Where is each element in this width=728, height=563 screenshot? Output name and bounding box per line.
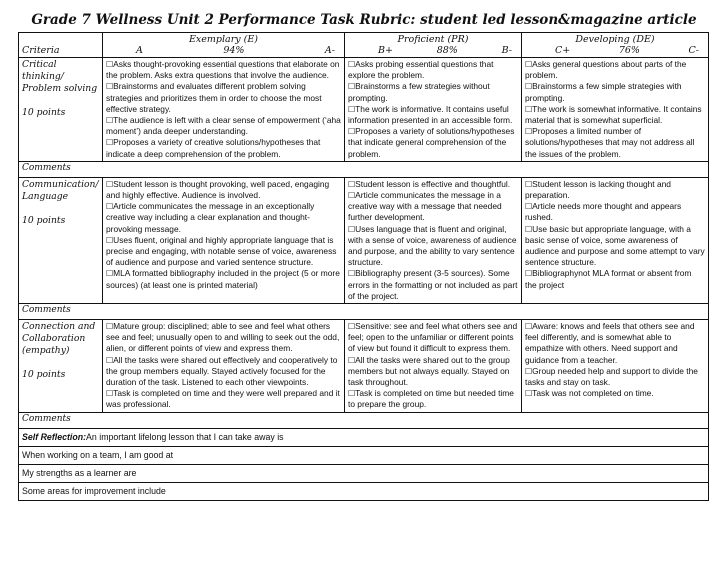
checkbox-icon: ☐ xyxy=(525,269,533,279)
comments-label: Comments xyxy=(19,412,709,428)
descriptor-text: Aware: knows and feels that others see and feel differently, and is somewhat able to empathize with others. Need support and guidance from a teacher. xyxy=(525,321,695,365)
descriptor-item xyxy=(106,268,341,290)
descriptor-item xyxy=(348,388,518,410)
descriptor-text: Sensitive: see and feel what others see and feel; open to the unfamiliar or different points of view but found it difficult to express them. xyxy=(348,321,518,354)
descriptor-item xyxy=(525,179,705,201)
descriptor-text: Proposes a variety of solutions/hypotheses that indicate general comprehension of the problem. xyxy=(348,126,515,159)
descriptor-item xyxy=(106,201,341,235)
descriptor-item xyxy=(106,81,341,115)
descriptor-text: Asks thought-provoking essential questions that elaborate on the problem. Asks extra questions that involve the audience. xyxy=(106,59,340,81)
checkbox-icon: ☐ xyxy=(106,202,114,212)
descriptor-text: Group needed help and support to divide the tasks and stay on task. xyxy=(525,365,698,388)
checkbox-icon: ☐ xyxy=(525,82,533,92)
checkbox-icon: ☐ xyxy=(106,60,114,69)
descriptor-text: Article communicates the message in a creative way with a message that needed further development. xyxy=(348,190,502,223)
descriptor-text: Proposes a limited number of solutions/hypotheses that may not address all the issues of the problem. xyxy=(525,126,695,159)
reflection-cell xyxy=(19,446,709,464)
comments-row xyxy=(19,304,709,320)
descriptor-item xyxy=(525,104,705,126)
comments-row xyxy=(19,412,709,428)
checkbox-icon: ☐ xyxy=(106,389,114,399)
checkbox-icon: ☐ xyxy=(106,269,114,279)
descriptor-item xyxy=(348,268,518,302)
checkbox-icon: ☐ xyxy=(348,355,356,365)
grade-label: A xyxy=(136,45,143,56)
descriptor-text: Uses language that is fluent and original, with a sense of voice, awareness of audience and purpose, and the ability to vary sentence structure. xyxy=(348,223,517,268)
descriptor-item xyxy=(348,190,518,224)
checkbox-icon: ☐ xyxy=(348,179,356,189)
reflection-row xyxy=(19,482,709,500)
grade-label: B+ xyxy=(378,45,393,56)
comments-row xyxy=(19,161,709,177)
checkbox-icon: ☐ xyxy=(525,202,533,212)
descriptor-text: Brainstorms a few strategies without prompting. xyxy=(348,81,490,103)
level-header-developing xyxy=(522,33,709,58)
checkbox-icon: ☐ xyxy=(106,116,114,126)
comments-label: Comments xyxy=(19,304,709,320)
descriptor-text: Article communicates the message in an exceptionally creative way including a clear explanation and thought-provoking message. xyxy=(106,201,315,234)
descriptor-item xyxy=(525,224,705,269)
comments-label: Comments xyxy=(19,161,709,177)
checkbox-icon: ☐ xyxy=(525,389,533,399)
level-name: Exemplary (E) xyxy=(189,34,258,45)
criterion-cell xyxy=(19,58,103,162)
descriptor-item xyxy=(525,81,705,103)
checkbox-icon: ☐ xyxy=(106,355,114,365)
descriptor-item xyxy=(348,81,518,103)
level-name: Proficient (PR) xyxy=(397,34,469,45)
checkbox-icon: ☐ xyxy=(106,235,114,245)
descriptor-cell-developing xyxy=(522,320,709,413)
grade-label: C- xyxy=(688,45,699,56)
descriptor-item xyxy=(348,224,518,269)
descriptor-text: Bibliographynot MLA format or absent from the project xyxy=(525,268,692,290)
descriptor-text: Brainstorms and evaluates different problem solving strategies and prioritizes them in order to choose the most effective strategy. xyxy=(106,81,322,114)
descriptor-cell-proficient xyxy=(345,177,522,303)
level-header-proficient xyxy=(345,33,522,58)
criterion-cell xyxy=(19,320,103,413)
criterion-row xyxy=(19,177,709,303)
descriptor-text: The work is informative. It contains useful information presented in an accessible form. xyxy=(348,103,513,126)
descriptor-item xyxy=(348,126,518,160)
descriptor-item xyxy=(525,388,705,399)
header-row xyxy=(19,33,709,58)
criteria-header: Criteria xyxy=(19,33,103,58)
descriptor-item xyxy=(525,126,705,160)
checkbox-icon: ☐ xyxy=(525,104,533,114)
checkbox-icon: ☐ xyxy=(525,60,533,69)
descriptor-text: Task was not completed on time. xyxy=(532,388,654,399)
descriptor-item xyxy=(106,179,341,201)
descriptor-item xyxy=(106,137,341,159)
descriptor-text: Student lesson is thought provoking, well paced, engaging and highly effective. Audience is involved. xyxy=(106,178,330,201)
criterion-cell xyxy=(19,177,103,303)
descriptor-cell-developing xyxy=(522,177,709,303)
descriptor-item xyxy=(106,59,341,81)
checkbox-icon: ☐ xyxy=(348,269,356,279)
checkbox-icon: ☐ xyxy=(106,138,114,148)
grade-label: A- xyxy=(324,45,335,56)
descriptor-text: Article needs more thought and appears rushed. xyxy=(525,201,682,223)
criterion-row xyxy=(19,58,709,162)
descriptor-cell-developing xyxy=(522,58,709,162)
descriptor-item xyxy=(348,321,518,355)
descriptor-item xyxy=(525,201,705,223)
descriptor-text: Proposes a variety of creative solutions/hypotheses that indicate a deep comprehension of the problem. xyxy=(106,137,321,159)
checkbox-icon: ☐ xyxy=(106,82,114,92)
reflection-row xyxy=(19,464,709,482)
descriptor-item xyxy=(525,268,705,290)
grade-label: B- xyxy=(501,45,512,56)
grade-label: 76% xyxy=(618,45,640,56)
descriptor-text: Student lesson is effective and thoughtful. xyxy=(355,178,511,189)
reflection-prompt: An important lifelong lesson that I can take away is xyxy=(86,431,284,442)
descriptor-text: Uses fluent, original and highly appropriate language that is precise and engaging, with notable sense of voice, awareness of audience and purpose and varied sentence structure. xyxy=(106,234,337,268)
checkbox-icon: ☐ xyxy=(348,104,356,114)
descriptor-text: All the tasks were shared out effectively and cooperatively to the group members equally. Stayed actively focused for the duration of the task. Listened to each other viewpoints. xyxy=(106,354,338,388)
checkbox-icon: ☐ xyxy=(348,127,356,137)
descriptor-text: All the tasks were shared out to the group members but not always equally. Stayed on task throughout. xyxy=(348,354,510,388)
checkbox-icon: ☐ xyxy=(348,60,356,69)
descriptor-cell-proficient xyxy=(345,320,522,413)
descriptor-text: Task is completed on time but needed time to prepare the group. xyxy=(348,388,514,410)
descriptor-item xyxy=(106,388,341,410)
level-header-exemplary xyxy=(103,33,345,58)
reflection-prompt: My strengths as a learner are xyxy=(22,467,137,478)
reflection-prompt: Some areas for improvement include xyxy=(22,485,166,496)
reflection-prompt: When working on a team, I am good at xyxy=(22,449,174,460)
descriptor-item xyxy=(348,355,518,389)
reflection-row xyxy=(19,446,709,464)
descriptor-cell-proficient xyxy=(345,58,522,162)
level-name: Developing (DE) xyxy=(575,34,655,45)
descriptor-item xyxy=(348,104,518,126)
descriptor-text: Asks general questions about parts of the problem. xyxy=(525,59,687,81)
descriptor-item xyxy=(525,321,705,366)
grade-label: 94% xyxy=(223,45,245,56)
checkbox-icon: ☐ xyxy=(525,179,533,189)
criterion-name: Connection and Collaboration (empathy) xyxy=(22,321,96,357)
descriptor-cell-exemplary xyxy=(103,58,345,162)
descriptor-text: Bibliography present (3-5 sources). Some errors in the formatting or not included as part of the project. xyxy=(348,268,518,301)
descriptor-item xyxy=(106,235,341,269)
descriptor-text: The audience is left with a clear sense of empowerment (‘aha moment’) anda deeper understanding. xyxy=(106,115,341,137)
descriptor-text: Use basic but appropriate language, with a basic sense of voice, some awareness of audience and purpose and some attempt to vary sentence structure. xyxy=(525,223,705,268)
reflection-heading: Self Reflection: xyxy=(22,431,87,442)
criterion-row xyxy=(19,320,709,413)
rubric-table xyxy=(18,32,709,501)
checkbox-icon: ☐ xyxy=(525,127,533,137)
page-title: Grade 7 Wellness Unit 2 Performance Task Rubric: student led lesson&magazine article xyxy=(31,12,697,28)
descriptor-text: The work is somewhat informative. It contains material that is somewhat superficial. xyxy=(525,103,702,126)
descriptor-item xyxy=(106,115,341,137)
checkbox-icon: ☐ xyxy=(348,389,356,399)
descriptor-item xyxy=(348,179,518,190)
descriptor-item xyxy=(525,366,705,388)
descriptor-item xyxy=(525,59,705,81)
reflection-cell xyxy=(19,428,709,446)
criterion-name: Communication/ Language xyxy=(22,178,99,202)
criterion-name: Critical thinking/ Problem solving xyxy=(22,59,98,94)
descriptor-text: MLA formatted bibliography included in the project (5 or more sources) (at least one is printed material) xyxy=(106,268,340,290)
checkbox-icon: ☐ xyxy=(348,82,356,92)
descriptor-text: Task is completed on time and they were well prepared and it was professional. xyxy=(106,388,340,410)
grade-label: C+ xyxy=(555,45,571,56)
checkbox-icon: ☐ xyxy=(106,322,114,332)
checkbox-icon: ☐ xyxy=(348,191,356,201)
checkbox-icon: ☐ xyxy=(525,322,533,332)
criterion-points: 10 points xyxy=(22,369,66,381)
checkbox-icon: ☐ xyxy=(348,224,356,234)
descriptor-item xyxy=(106,355,341,389)
criterion-points: 10 points xyxy=(22,107,66,118)
descriptor-text: Mature group: disciplined; able to see and feel what others see and feel; unusually open to and willing to seek out the odd, alien, or different points of view and express them. xyxy=(106,321,340,354)
checkbox-icon: ☐ xyxy=(106,179,114,189)
reflection-cell xyxy=(19,464,709,482)
descriptor-text: Asks probing essential questions that explore the problem. xyxy=(348,59,494,81)
descriptor-text: Brainstorms a few simple strategies with prompting. xyxy=(525,81,682,103)
descriptor-cell-exemplary xyxy=(103,177,345,303)
grade-label: 88% xyxy=(436,45,458,56)
checkbox-icon: ☐ xyxy=(525,366,533,376)
descriptor-text: Student lesson is lacking thought and preparation. xyxy=(525,178,671,201)
checkbox-icon: ☐ xyxy=(348,322,356,332)
checkbox-icon: ☐ xyxy=(525,224,533,234)
descriptor-cell-exemplary xyxy=(103,320,345,413)
reflection-cell xyxy=(19,482,709,500)
descriptor-item xyxy=(106,321,341,355)
criterion-points: 10 points xyxy=(22,214,66,226)
reflection-row xyxy=(19,428,709,446)
descriptor-item xyxy=(348,59,518,81)
